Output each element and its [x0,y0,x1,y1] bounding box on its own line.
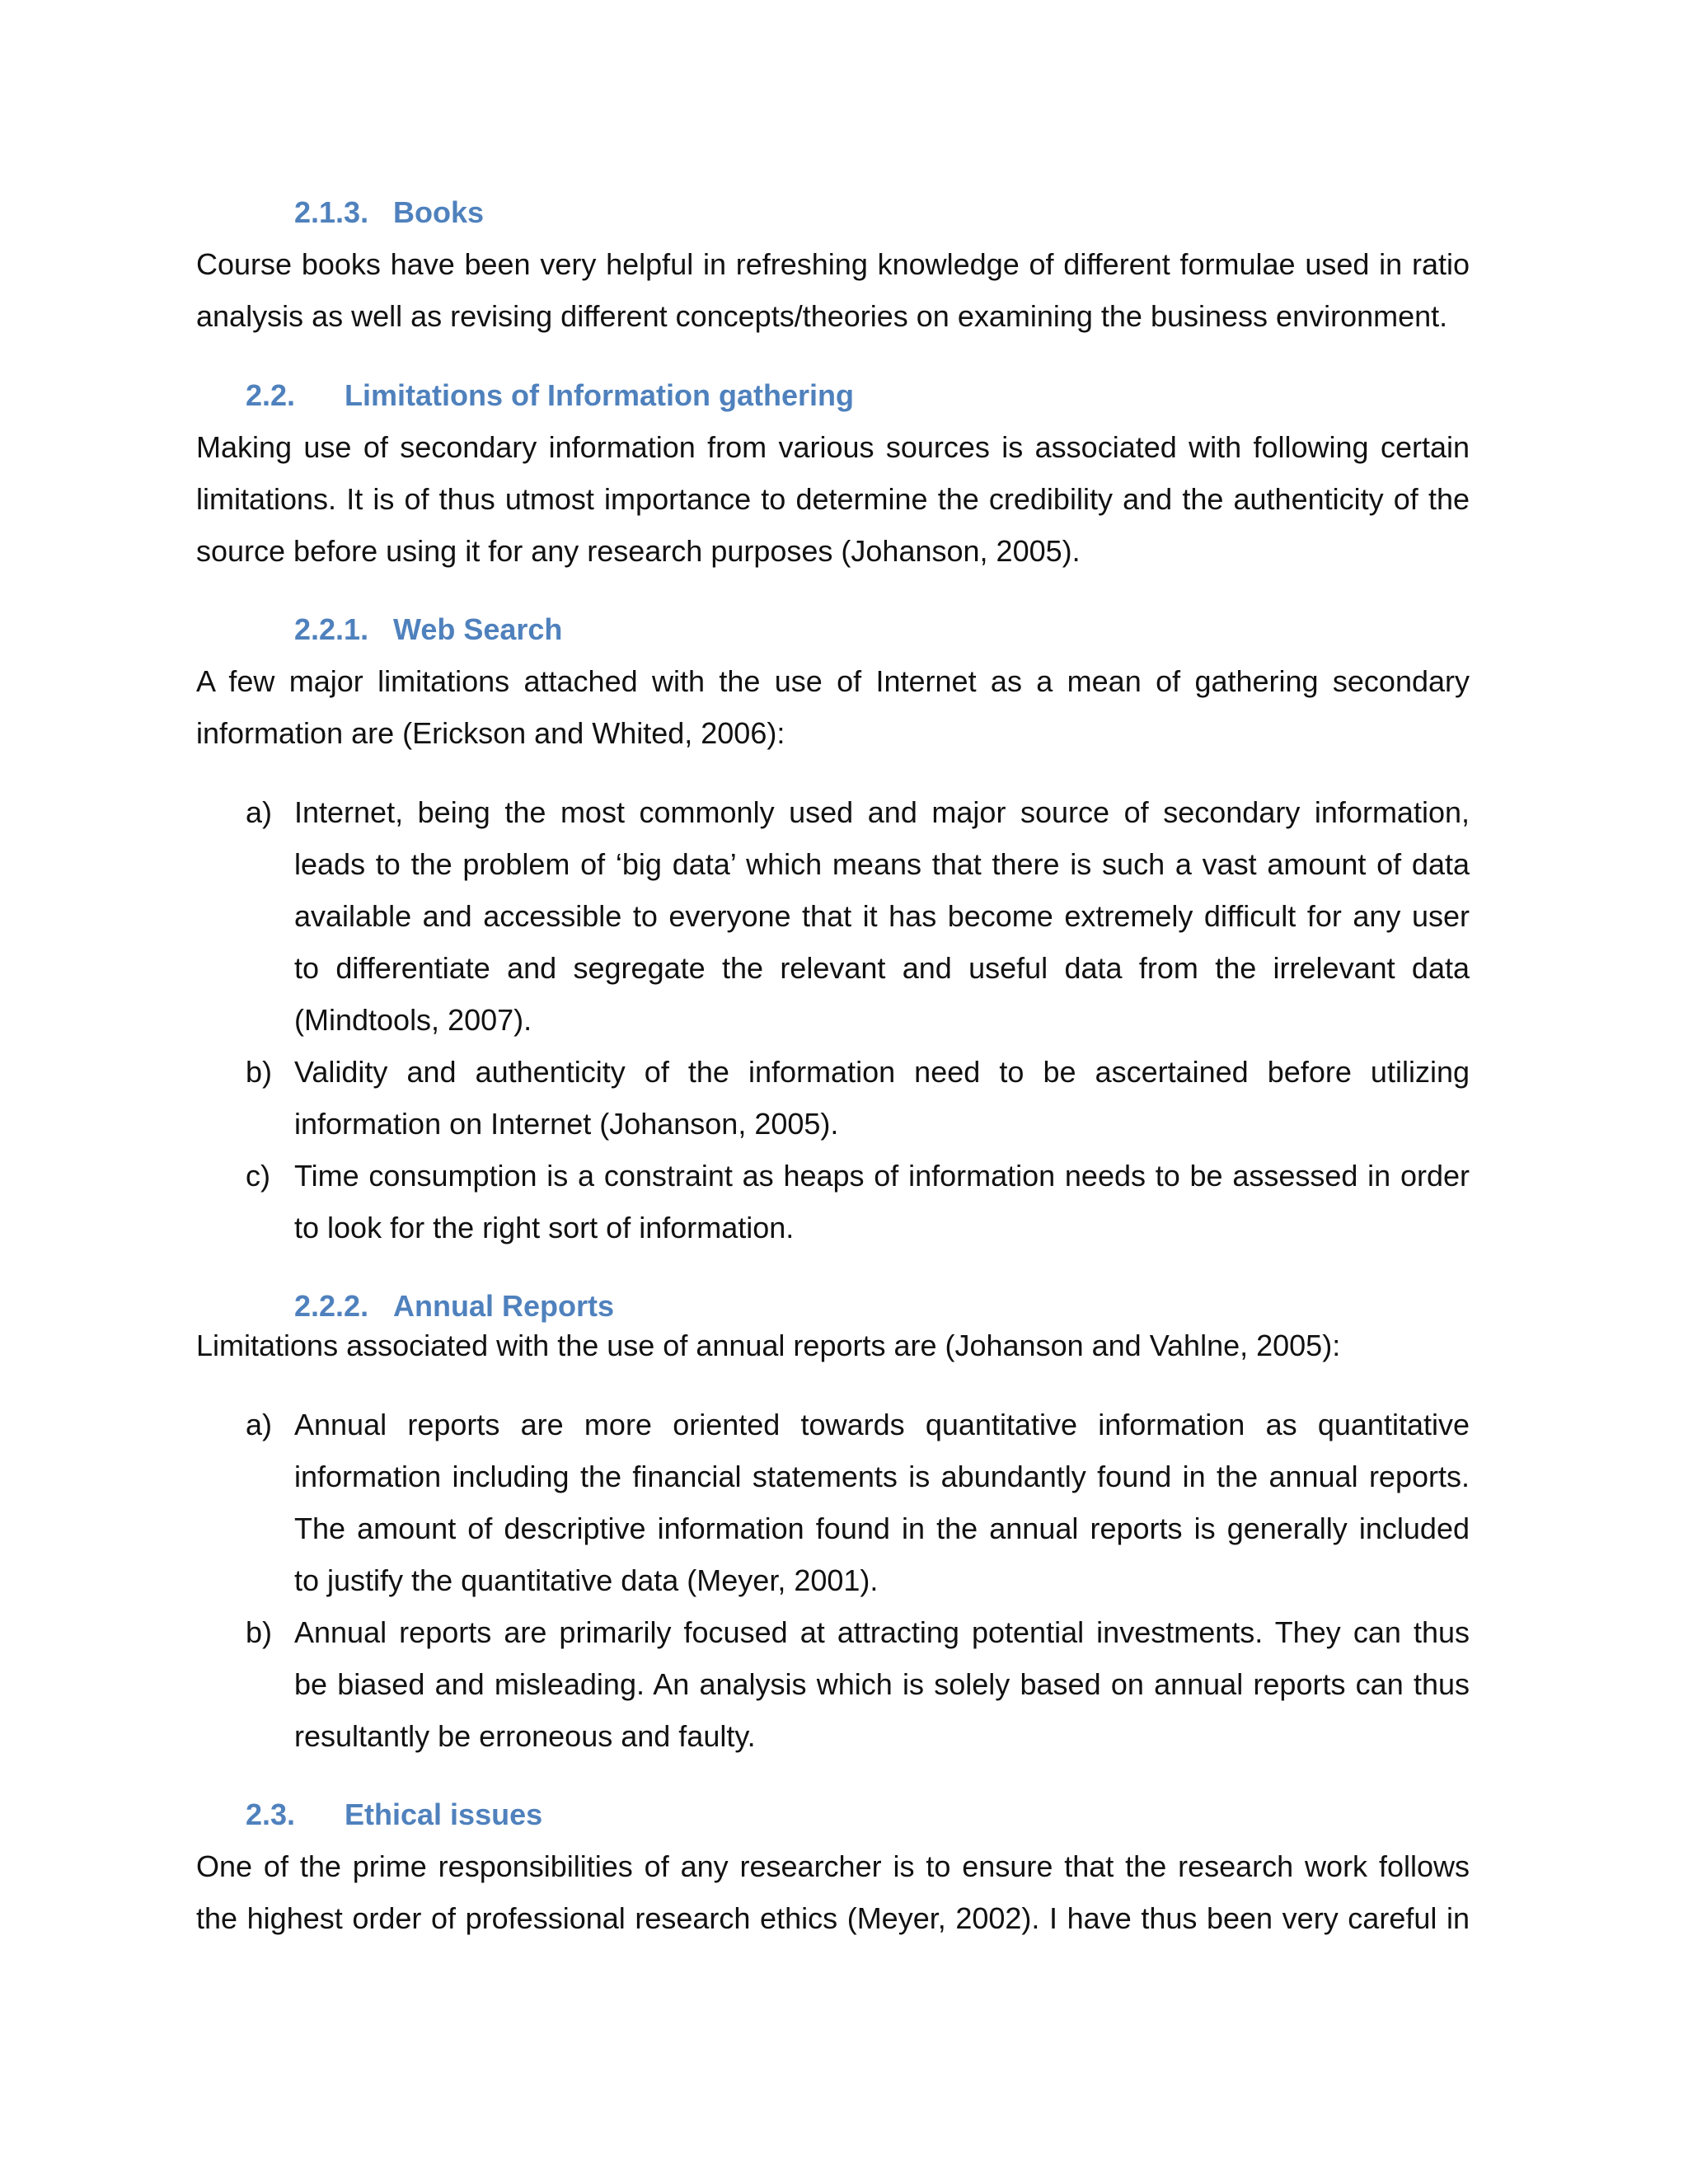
paragraph-line: limitations. It is of thus utmost importance to determine the credibility and the authenticity of the [196,482,1470,516]
list-item-line: Time consumption is a constraint as heaps of information needs to be assessed in order [294,1159,1470,1193]
list-item-marker: a) [246,1408,273,1441]
section-heading-annual-reports [294,1288,614,1324]
list-item-marker: b) [246,1615,273,1649]
list-item-line: Internet, being the most commonly used and major source of secondary information, [294,795,1470,829]
list-item-line: resultantly be erroneous and faulty. [294,1719,756,1753]
section-number: 2.2.2. [294,1289,369,1323]
list-item-line: be biased and misleading. An analysis which is solely based on annual reports can thus [294,1667,1470,1701]
section-title: Ethical issues [345,1797,543,1831]
list-item-line: leads to the problem of ‘big data’ which means that there is such a vast amount of data [294,847,1470,881]
section-heading-ethical-issues [246,1797,542,1833]
section-title: Web Search [393,612,563,646]
list-item-line: information including the financial statements is abundantly found in the annual reports. [294,1460,1470,1493]
list-item-marker: a) [246,795,273,829]
section-number: 2.3. [246,1797,296,1831]
list-item-line: Validity and authenticity of the information need to be ascertained before utilizing [294,1055,1470,1089]
section-heading-limitations [246,377,854,414]
paragraph-line: One of the prime responsibilities of any researcher is to ensure that the research work follows [196,1849,1470,1883]
list-item-line: Annual reports are primarily focused at attracting potential investments. They can thus [294,1615,1470,1649]
section-number: 2.2.1. [294,612,369,646]
paragraph-line: source before using it for any research purposes (Johanson, 2005). [196,534,1081,568]
list-item-line: Annual reports are more oriented towards quantitative information as quantitative [294,1408,1470,1441]
list-item-line: to differentiate and segregate the relevant and useful data from the irrelevant data [294,951,1470,985]
list-item-line: to justify the quantitative data (Meyer, 2001). [294,1563,879,1597]
paragraph-line: Course books have been very helpful in refreshing knowledge of different formulae used in ratio [196,247,1470,281]
section-title: Books [393,195,485,229]
section-number: 2.1.3. [294,195,369,229]
paragraph-line: the highest order of professional research ethics (Meyer, 2002). I have thus been very careful in [196,1901,1470,1935]
list-item-line: The amount of descriptive information found in the annual reports is generally included [294,1511,1470,1545]
list-item-line: to look for the right sort of information. [294,1211,795,1244]
section-heading-books [294,194,484,231]
paragraph-line: Limitations associated with the use of annual reports are (Johanson and Vahlne, 2005): [196,1329,1341,1362]
section-heading-web-search [294,612,562,648]
paragraph-line: analysis as well as revising different concepts/theories on examining the business environment. [196,299,1448,333]
list-item-marker: c) [246,1159,270,1193]
section-number: 2.2. [246,378,296,412]
paragraph-line: information are (Erickson and Whited, 2006): [196,716,785,750]
paragraph-line: A few major limitations attached with the use of Internet as a mean of gathering secondary [196,664,1470,698]
paragraph-line: Making use of secondary information from various sources is associated with following certain [196,430,1470,464]
list-item-line: (Mindtools, 2007). [294,1003,532,1037]
list-item-marker: b) [246,1055,273,1089]
list-item-line: information on Internet (Johanson, 2005). [294,1107,839,1141]
section-title: Limitations of Information gathering [345,378,854,412]
section-title: Annual Reports [393,1289,615,1323]
list-item-line: available and accessible to everyone that it has become extremely difficult for any user [294,899,1470,933]
